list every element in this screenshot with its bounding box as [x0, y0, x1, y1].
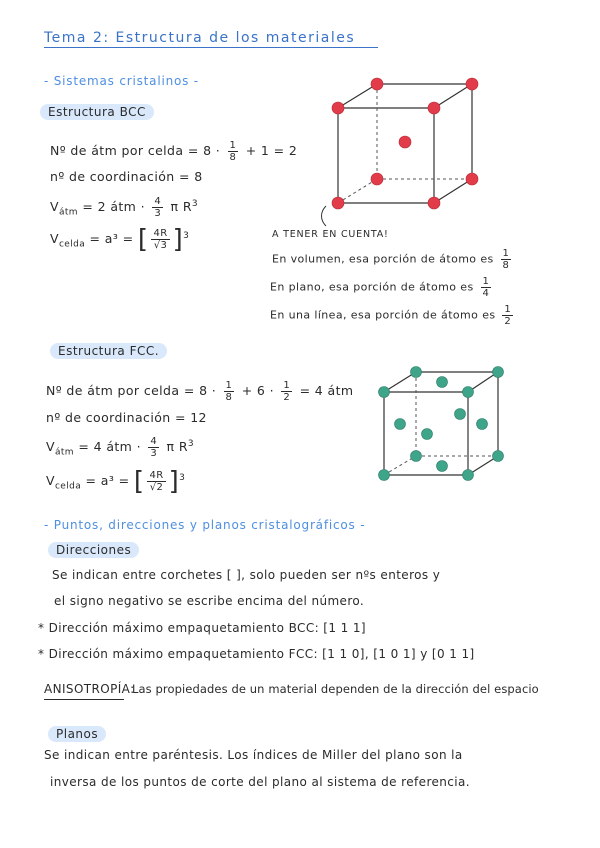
fraction-den: 3 [154, 208, 162, 219]
fcc-cell-text: = a³ = [85, 473, 130, 488]
fraction [501, 248, 512, 271]
fcc-face-atom [422, 429, 433, 440]
exponent: 3 [187, 438, 195, 449]
fraction-num: 1 [504, 304, 512, 315]
bcc-atoms-text: Nº de átm por celda = 8 · [50, 143, 221, 158]
directions-heading: Direcciones [48, 542, 139, 558]
section-heading-crystal-systems: - Sistemas cristalinos - [44, 74, 199, 88]
v-symbol: V [46, 439, 55, 454]
fcc-atom [411, 451, 422, 462]
fraction [224, 380, 235, 403]
bcc-atom [466, 173, 478, 185]
anisotropy-label: ANISOTROPÍA: [44, 682, 135, 696]
fcc-face-atom [437, 377, 448, 388]
note-plane [270, 276, 494, 299]
fraction [152, 196, 163, 219]
fcc-atom [463, 387, 474, 398]
fcc-atom [493, 451, 504, 462]
exponent: 3 [179, 472, 186, 483]
fraction-den: 3 [150, 448, 158, 459]
v-subscript: celda [58, 239, 86, 250]
fraction-num: 4 [150, 436, 158, 447]
fraction [228, 140, 239, 163]
planes-heading: Planos [48, 726, 106, 742]
bcc-cell-text: = a³ = [89, 231, 134, 246]
fcc-atoms-text: Nº de átm por celda = 8 · [46, 383, 217, 398]
note-heading: A TENER EN CUENTA! [272, 229, 389, 240]
fcc-atom-volume [46, 436, 194, 459]
note-line-text: En una línea, esa porción de átomo es [270, 308, 496, 322]
fraction-den: 8 [502, 260, 510, 271]
fraction [502, 304, 513, 327]
exponent: 3 [183, 230, 190, 241]
fraction-num: 1 [225, 380, 233, 391]
fraction-den: 2 [504, 316, 512, 327]
bcc-coordination: nº de coordinación = 8 [50, 169, 203, 184]
bcc-atom [466, 78, 478, 90]
fcc-atom [379, 470, 390, 481]
bcc-atom [332, 102, 344, 114]
bcc-atom [371, 173, 383, 185]
fraction [148, 436, 159, 459]
bcc-atoms-result: + 1 = 2 [245, 143, 298, 158]
fraction [481, 276, 492, 299]
bcc-atom [428, 102, 440, 114]
fraction-num: 4 [154, 196, 162, 207]
bcc-heading: Estructura BCC [40, 104, 154, 120]
fcc-atom [379, 387, 390, 398]
fcc-face-atom [395, 419, 406, 430]
fcc-coordination: nº de coordinación = 12 [46, 410, 207, 425]
v-subscript: celda [54, 481, 82, 492]
directions-line-2: el signo negativo se escribe encima del número. [54, 594, 365, 608]
fraction [147, 470, 165, 493]
planes-line-2: inversa de los puntos de corte del plano al sistema de referencia. [50, 775, 470, 789]
anisotropy-definition: Las propiedades de un material dependen de la dirección del espacio [132, 682, 539, 696]
fcc-atom [463, 470, 474, 481]
fcc-face-atom [455, 409, 466, 420]
fraction-num: 1 [229, 140, 237, 151]
fraction-num: 1 [482, 276, 490, 287]
fraction [281, 380, 292, 403]
fraction-num: 1 [502, 248, 510, 259]
bcc-center-atom [399, 136, 411, 148]
fcc-atom [493, 367, 504, 378]
pi-r: π R [166, 439, 188, 454]
fraction-den: √3 [153, 240, 168, 251]
anisotropy-underline [44, 699, 124, 700]
bcc-atoms-per-cell [50, 140, 297, 163]
bcc-atom-volume [50, 196, 198, 219]
section-heading-points-directions-planes: - Puntos, direcciones y planos cristalográficos - [44, 518, 366, 532]
fcc-cell-volume [46, 466, 186, 497]
arrow-icon [318, 204, 338, 230]
fraction-den: 8 [229, 152, 237, 163]
bcc-atom [428, 197, 440, 209]
fraction-num: 4R [153, 228, 168, 239]
note-volume [272, 248, 514, 271]
fcc-face-atom [437, 461, 448, 472]
fcc-atoms-plus: + 6 · [241, 383, 275, 398]
fraction-num: 4R [149, 470, 164, 481]
fcc-atom [411, 367, 422, 378]
bracket-close: ] [168, 466, 180, 497]
fcc-face-atom [477, 419, 488, 430]
fcc-cube-diagram [370, 360, 520, 490]
bcc-atom [371, 78, 383, 90]
bracket-close: ] [172, 224, 184, 255]
directions-fcc-max-packing: * Dirección máximo empaquetamiento FCC: [1 1 0], [1 0 1] y [0 1 1] [38, 647, 475, 661]
fcc-volume-text: = 4 átm · [78, 439, 142, 454]
page-title: Tema 2: Estructura de los materiales [44, 30, 356, 46]
v-subscript: átm [54, 447, 74, 458]
fraction-den: √2 [149, 482, 164, 493]
fraction-den: 8 [225, 392, 233, 403]
fcc-heading: Estructura FCC. [50, 343, 167, 359]
v-symbol: V [50, 231, 59, 246]
fcc-atoms-per-cell [46, 380, 353, 403]
directions-line-1: Se indican entre corchetes [ ], solo pueden ser nºs enteros y [52, 568, 441, 582]
bracket-open: [ [137, 224, 149, 255]
v-symbol: V [50, 199, 59, 214]
bcc-volume-text: = 2 átm · [82, 199, 146, 214]
fraction [151, 228, 169, 251]
fraction-den: 4 [482, 288, 490, 299]
planes-line-1: Se indican entre paréntesis. Los índices de Miller del plano son la [44, 748, 463, 762]
fraction-den: 2 [283, 392, 291, 403]
pi-r: π R [170, 199, 192, 214]
exponent: 3 [191, 198, 199, 209]
v-subscript: átm [58, 207, 78, 218]
directions-bcc-max-packing: * Dirección máximo empaquetamiento BCC: [1 1 1] [38, 621, 366, 635]
bcc-cell-volume [50, 224, 190, 255]
note-line [270, 304, 516, 327]
title-underline [44, 47, 378, 48]
note-plane-text: En plano, esa porción de átomo es [270, 280, 474, 294]
v-symbol: V [46, 473, 55, 488]
note-volume-text: En volumen, esa porción de átomo es [272, 252, 494, 266]
bracket-open: [ [133, 466, 145, 497]
bcc-cube-diagram [320, 70, 490, 220]
fcc-atoms-result: = 4 átm [299, 383, 354, 398]
fraction-num: 1 [283, 380, 291, 391]
